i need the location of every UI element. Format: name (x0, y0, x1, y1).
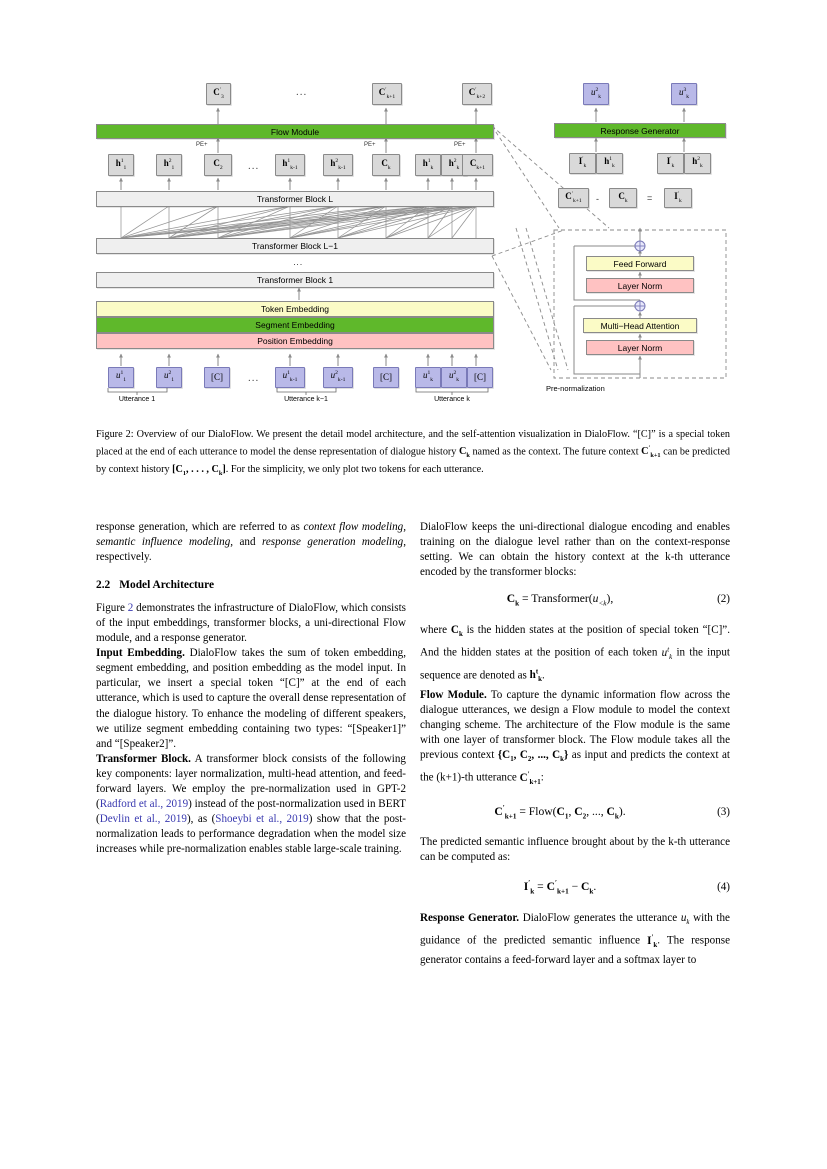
caption-number: Figure 2: (96, 429, 134, 440)
token-sup: 3 (683, 86, 687, 93)
output-token-u-2-k (583, 83, 609, 105)
node-label: I (578, 156, 583, 167)
response-generator-band (554, 123, 726, 138)
node-label: h (115, 157, 121, 168)
token-sub: 1 (171, 377, 175, 384)
p4-d: ) show that the post-normalization leads to performance degradation when the model size increases while pre-normalization enables stable large-scale training. (96, 812, 407, 855)
node-label: h (422, 157, 428, 168)
citation-devlin-2019[interactable]: Devlin et al., 2019 (99, 812, 187, 825)
figure-caption (96, 428, 730, 480)
p2-b: demonstrates the infrastructure of DialoFlow, which consists of the input embeddings, transformer blocks, a uni-directional Flow module, and a response generator. (96, 602, 406, 645)
token-sup: 2 (453, 370, 457, 377)
transformer-block-L-label: Transformer Block L (256, 194, 334, 204)
section-number: 2.2 (96, 579, 111, 592)
node-h-2-k-b (684, 153, 711, 174)
node-sub: k+2 (476, 93, 486, 100)
layer-norm-block-bottom (586, 340, 694, 355)
node-sub: 2 (219, 164, 223, 171)
symbol-ck: $C_k$ (450, 623, 463, 638)
token-sub: k (686, 93, 690, 100)
eqrow-i-prime-k: $I'_k$ (664, 188, 692, 208)
caption-ckp1-symbol: $C'_{k+1}$ (641, 444, 661, 460)
segment-embedding-band (96, 317, 494, 333)
flow-module-band (96, 124, 494, 139)
multi-head-attention-block (583, 318, 697, 333)
node-sub: k (624, 197, 628, 204)
node-label: h (448, 157, 454, 168)
position-embedding-band (96, 333, 494, 349)
pe-plus-label-1: PE+ (196, 142, 208, 148)
node-label: h (330, 157, 336, 168)
p4-a: A transformer block consists of the following key components: layer normalization, multi-head attention, and feed-forward layers. We employ the pre-normalization used in GPT-2 ( (96, 752, 406, 810)
p1-c: , respectively. (96, 536, 406, 564)
node-label: C (468, 86, 476, 97)
symbol-ik: $I'_k$ (647, 933, 658, 949)
p4-b: ) instead of the post-normalization used in BERT ( (96, 797, 406, 825)
node-c-prime-k-plus-2: $C'_{k+2}$ (462, 83, 492, 105)
node-label: I (666, 156, 671, 167)
transformer-block-1-label: Transformer Block 1 (256, 275, 334, 285)
eqrow-c-prime-k-plus-1: $C'_{k+1}$ (558, 188, 589, 208)
token-label: u (678, 86, 684, 97)
node-sub: k (700, 163, 703, 170)
token-label: u (448, 370, 454, 381)
node-label: C (213, 86, 220, 97)
token-sub: k (456, 377, 460, 384)
token-label: [C] (380, 372, 392, 382)
node-sub: 1 (123, 164, 127, 171)
flow-module-lead: Flow Module. (420, 688, 487, 701)
output-token-u-3-k (671, 83, 697, 105)
symbol-context-set: {$C_1$, $C_2$, ..., $C_k$} (497, 748, 569, 764)
node-sub: k+1 (386, 93, 396, 100)
node-label: h (604, 156, 610, 167)
r-p3-c: : (540, 771, 544, 784)
top-ellipsis: ... (296, 86, 308, 98)
node-sup: 1 (120, 157, 124, 164)
node-sup: 2 (168, 157, 172, 164)
node-sub: k (387, 164, 391, 171)
token-c-bracket-3 (467, 367, 493, 388)
node-sub: k (456, 164, 460, 171)
eqrow-c-k (609, 188, 637, 208)
feed-forward-block (586, 256, 694, 271)
node-sup: 1 (427, 157, 431, 164)
transformer-block-L-minus-1 (96, 238, 494, 254)
node-c-k (372, 154, 400, 176)
transformer-block-L (96, 191, 494, 207)
node-label: C (213, 157, 220, 168)
token-u-1-1 (108, 367, 134, 388)
node-h-1-1 (108, 154, 134, 176)
token-u-2-k-minus-1 (323, 367, 353, 388)
p1-emphasis-2: response generation modeling (261, 536, 404, 549)
transformer-block-1 (96, 272, 494, 288)
node-h-2-1 (156, 154, 182, 176)
node-i-prime-k-a: $I'_k$ (569, 153, 596, 174)
node-h-2-k-minus-1 (323, 154, 353, 176)
section-heading-2-2 (96, 578, 406, 593)
node-sub: k (430, 164, 434, 171)
node-sup: 1 (287, 157, 291, 164)
position-embedding-label: Position Embedding (257, 336, 333, 346)
paragraph-input-embedding (96, 646, 406, 751)
blocks-vertical-ellipsis: ⋮ (293, 260, 303, 270)
node-sup: 2 (697, 156, 700, 163)
caption-text: Overview of our DialoFlow. We present the detail model architecture, and the self-attention visualization in DialoFlow. “[C]” is a special token placed at the end of each utterance to model the dense representation of dialogue history (96, 429, 730, 457)
equation-3-tag: (3) (717, 805, 730, 818)
token-c-bracket-1 (204, 367, 230, 388)
r-p4: The predicted semantic influence brought about by the k-th utterance can be computed as: (420, 836, 730, 864)
p4-c: ), as ( (186, 812, 216, 825)
token-label: u (282, 370, 288, 381)
node-h-1-k-a (596, 153, 623, 174)
figure-2-crossref-link[interactable]: 2 (127, 602, 134, 615)
node-sub: k-1 (338, 164, 346, 171)
token-label: [C] (211, 372, 223, 382)
transformer-block-lead: Transformer Block. (96, 752, 191, 765)
figure-2-diagram (96, 78, 728, 408)
node-sub: k (671, 163, 675, 170)
node-c-2 (204, 154, 232, 176)
paragraph-response-generator (420, 911, 730, 968)
node-label: C (381, 157, 388, 168)
equation-4-body: $I'_k = C'_{k+1} - C_k$. (523, 879, 597, 896)
r-p3-a: To capture the dynamic information flow across the dialogue utterances, we design a Flow module to model the context changing scheme. The architecture of the Flow module is the same with one layer of transformer block. The Flow module takes all the previous context (420, 688, 731, 761)
citation-radford-2019[interactable]: Radford et al., 2019 (99, 797, 189, 810)
node-label: h (282, 157, 288, 168)
section-title: Model Architecture (119, 579, 215, 592)
symbol-ukt: $u^t_k$ (661, 645, 673, 661)
p1-emphasis-1: context flow modeling, semantic influence modeling, (96, 521, 406, 549)
layer-norm-top-label: Layer Norm (617, 280, 663, 291)
node-h-1-k-minus-1 (275, 154, 305, 176)
token-u-1-k-minus-1 (275, 367, 305, 388)
flow-module-label: Flow Module (270, 126, 320, 137)
transformer-block-L-minus-1-label: Transformer Block L−1 (252, 241, 338, 251)
token-sup: 1 (287, 370, 290, 377)
r-p3-b: as input and predicts the context at the (k+1)-th utterance (420, 748, 731, 784)
node-h-1-k (415, 154, 441, 176)
equation-3 (420, 801, 730, 824)
token-sub: k (430, 377, 434, 384)
token-sub: k-1 (337, 377, 346, 384)
token-ellipsis: ... (248, 372, 260, 384)
node-sub: k (678, 197, 682, 204)
prenormalization-label: Pre-normalization (546, 384, 605, 393)
p2-a: Figure (96, 602, 128, 615)
node-i-prime-k-b: $I'_k$ (657, 153, 684, 174)
token-u-2-k (441, 367, 467, 388)
equation-4-tag: (4) (717, 881, 730, 894)
node-label: C (565, 190, 572, 201)
r-p2-a: where (420, 623, 451, 636)
token-sup: 1 (427, 370, 431, 377)
node-label: I (674, 190, 678, 201)
node-sub: k-1 (290, 164, 298, 171)
token-sub: k (598, 93, 602, 100)
token-embedding-band (96, 301, 494, 317)
pe-plus-label-3: PE+ (454, 142, 466, 148)
token-c-bracket-2 (373, 367, 399, 388)
token-sup: 2 (595, 86, 599, 93)
token-embedding-label: Token Embedding (260, 304, 330, 314)
token-u-2-1 (156, 367, 182, 388)
node-label: h (163, 157, 169, 168)
input-embedding-text: DialoFlow takes the sum of token embedding, segment embedding, and position embedding as the model input. In particular, we insert a special token “[C]” at the end of each utterance, which is used to capture the overall dense representation of the dialogue history. To enhance the modeling of different speakers, we utilize segment embedding containing two types: “[Speaker1]” and “[Speaker2]”. (96, 647, 406, 750)
paragraph-semantic-influence (420, 835, 730, 865)
equation-2-tag: (2) (717, 593, 730, 606)
equation-2-body: $C_k$ = $Transformer(u_{<k})$, (506, 592, 614, 608)
token-sub: k-1 (289, 377, 298, 384)
paragraph-hidden-states (420, 623, 730, 688)
symbol-uk: $u_k$ (680, 911, 690, 926)
equation-3-body: $C'_{k+1}$ = $Flow(C_1$, $C_2$, ..., $C_k$). (494, 804, 626, 821)
right-text-column (420, 520, 730, 968)
token-label: u (590, 86, 596, 97)
node-label: h (692, 156, 698, 167)
layer-norm-bottom-label: Layer Norm (617, 342, 663, 353)
feed-forward-label: Feed Forward (613, 258, 667, 269)
r-p1: DialoFlow keeps the uni-directional dialogue encoding and enables training on the dialogue level rather than on the context-response setting. We can obtain the history context at the k-th utterance encoded by the transformer blocks: (420, 521, 730, 579)
utterance-label-k-minus-1: Utterance k−1 (284, 396, 328, 403)
p1-a: response generation, which are referred to as (96, 521, 304, 533)
r-p5-a: DialoFlow generates the utterance (519, 911, 681, 924)
response-generator-lead: Response Generator. (420, 911, 520, 924)
node-c-prime-3: $C'_3$ (206, 83, 231, 105)
r-p5-b: with the guidance of the predicted semantic influence (420, 911, 730, 947)
node-label: C (618, 190, 625, 201)
r-p5-c: . The response generator contains a feed-forward layer and a softmax layer to (420, 934, 731, 966)
node-sup: 2 (453, 157, 457, 164)
layer-norm-block-top (586, 278, 694, 293)
node-sup: 1 (609, 156, 612, 163)
node-label: C (469, 157, 477, 168)
equation-2 (420, 591, 730, 611)
token-label: u (330, 370, 336, 381)
segment-embedding-label: Segment Embedding (255, 320, 335, 330)
eqrow-equals-sign: = (647, 193, 653, 203)
node-sup: 2 (335, 157, 339, 164)
citation-shoeybi-2019[interactable]: Shoeybi et al., 2019 (215, 812, 309, 825)
token-label: u (163, 370, 169, 381)
paragraph-intro (96, 520, 406, 565)
r-p2-c: in the input sequence are denoted as (420, 646, 730, 682)
symbol-ckp1: $C'_{k+1}$ (519, 771, 541, 787)
symbol-hkt: $h^t_k$ (529, 668, 542, 684)
caption-history-symbol: [$C_1$, . . . , $C_k$] (172, 463, 226, 477)
node-sub: k (612, 163, 615, 170)
node-sub: k (583, 163, 587, 170)
node-sub: 1 (171, 164, 175, 171)
r-p2-d: . (541, 669, 545, 682)
token-label: u (422, 370, 428, 381)
node-sub: 3 (220, 93, 224, 100)
left-text-column (96, 520, 406, 857)
caption-ck-symbol: $C_k$ (459, 445, 470, 460)
utterance-label-k: Utterance k (434, 396, 470, 403)
paragraph-figure-ref (96, 601, 406, 646)
response-generator-label: Response Generator (600, 125, 680, 136)
node-sub: k+1 (476, 164, 486, 171)
caption-after-ck: named as the context. The future context (469, 445, 642, 457)
node-c-k-plus-1 (462, 154, 493, 176)
p1-b: and (233, 536, 262, 549)
token-label: [C] (474, 372, 486, 382)
equation-4 (420, 876, 730, 899)
token-sub: 1 (123, 377, 127, 384)
token-u-1-k (415, 367, 441, 388)
caption-after-ckp1: can be predicted by context history (96, 445, 730, 475)
token-sup: 2 (335, 370, 338, 377)
caption-tail: . For the simplicity, we only plot two tokens for each utterance. (225, 463, 484, 475)
multi-head-attention-label: Multi−Head Attention (600, 320, 680, 331)
paragraph-flow-module (420, 688, 730, 790)
eqrow-minus-sign: - (596, 194, 599, 204)
node-sub: k+1 (573, 197, 582, 204)
token-sup: 1 (120, 370, 124, 377)
pe-plus-label-2: PE+ (364, 142, 376, 148)
node-c-prime-k-plus-1: $C'_{k+1}$ (372, 83, 402, 105)
r-p2-b: is the hidden states at the position of special token “[C]”. And the hidden states at the position of each token (420, 623, 730, 659)
token-sup: 2 (168, 370, 172, 377)
paragraph-transformer-block (96, 752, 406, 857)
node-label: C (378, 86, 386, 97)
input-embedding-lead: Input Embedding. (96, 647, 185, 660)
token-label: u (115, 370, 121, 381)
utterance-label-1: Utterance 1 (118, 396, 156, 403)
hidden-ellipsis: ... (248, 160, 260, 172)
paragraph-encoding (420, 520, 730, 580)
